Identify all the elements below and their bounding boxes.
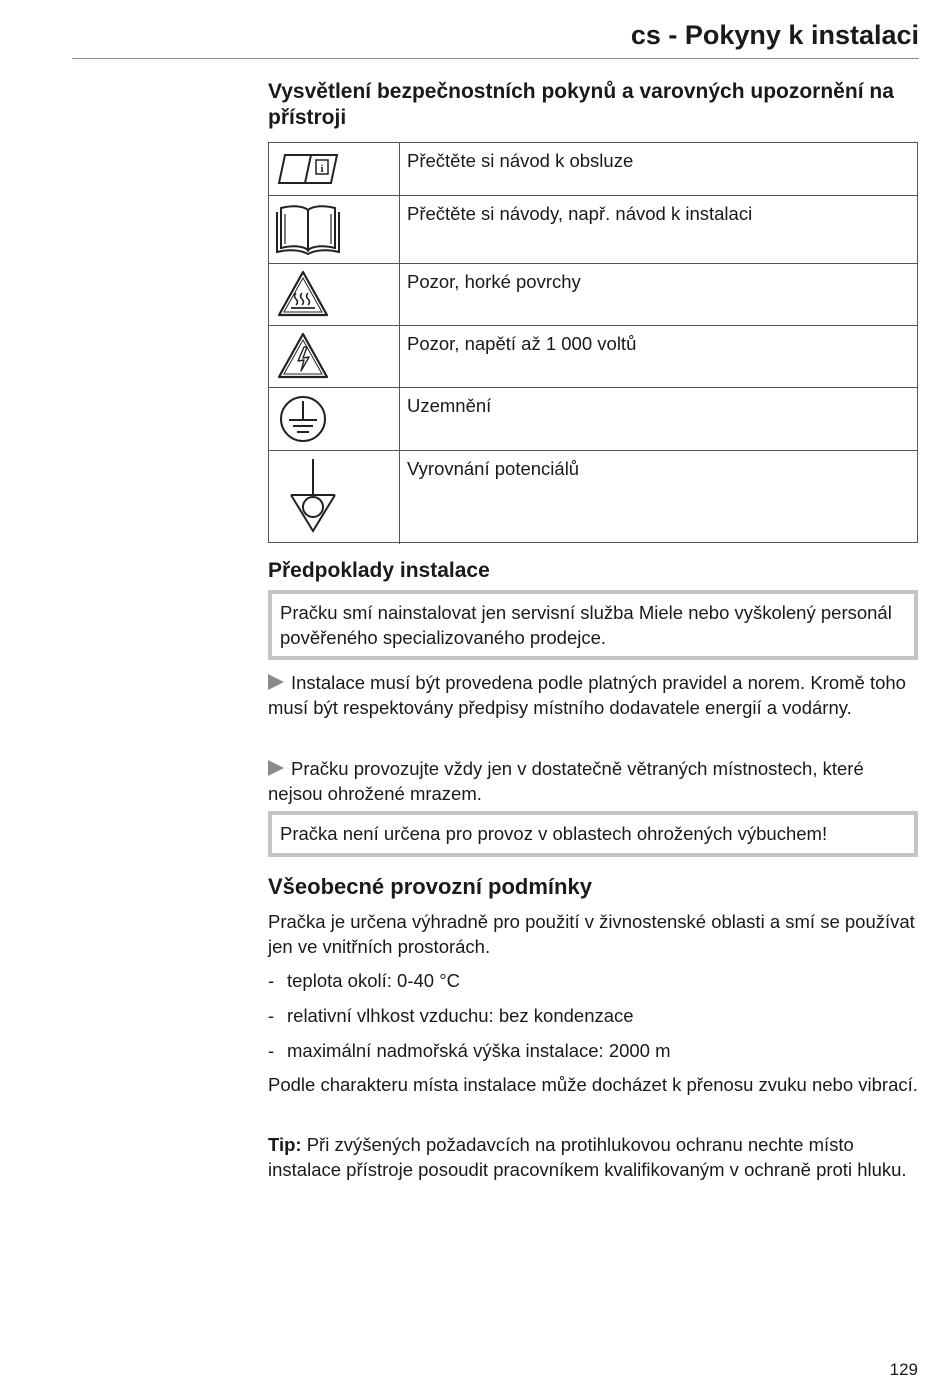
symbol-icon-cell <box>269 451 400 544</box>
symbol-row <box>269 196 917 264</box>
symbol-row <box>269 451 917 544</box>
prerequisites-title: Předpoklady instalace <box>268 559 490 582</box>
tip-label: Tip: <box>268 1134 302 1155</box>
symbol-text: Přečtěte si návod k obsluze <box>407 150 634 171</box>
tip-text: Při zvýšených požadavcích na protihlukovou ochranu nechte místo instalace přístroje posoudit pracovníkem kvalifikovaným v ochraně proti hluku. <box>268 1134 907 1180</box>
symbol-text: Pozor, horké povrchy <box>407 271 581 292</box>
page-header <box>72 14 919 59</box>
condition-text: relativní vlhkost vzduchu: bez kondenzace <box>287 1005 634 1026</box>
symbol-icon-cell <box>269 264 400 325</box>
instruction-text: Pračku provozujte vždy jen v dostatečně větraných místnostech, které nejsou ohrožené mrazem. <box>268 758 864 804</box>
list-dash: - <box>268 1040 275 1061</box>
symbol-text: Pozor, napětí až 1 000 voltů <box>407 333 637 354</box>
instruction-text: Instalace musí být provedena podle platných pravidel a norem. Kromě toho musí být respektovány předpisy místního dodavatele energií a vodárny. <box>268 672 906 718</box>
arrow-icon <box>268 674 284 690</box>
symbol-text: Vyrovnání potenciálů <box>407 458 580 479</box>
list-dash: - <box>268 1005 275 1026</box>
symbol-row <box>269 264 917 326</box>
symbol-row <box>269 326 917 388</box>
equipotential-icon <box>289 457 337 537</box>
open-book-icon <box>275 202 341 258</box>
general-conditions-title: Všeobecné provozní podmínky <box>268 874 592 899</box>
symbols-table <box>268 142 918 543</box>
warning-box-service: Pračku smí nainstalovat jen servisní služba Miele nebo vyškolený personál pověřeného specializovaného prodejce. <box>268 590 918 660</box>
arrow-icon <box>268 760 284 776</box>
symbol-icon-cell <box>269 388 400 450</box>
instruction-step-1 <box>268 670 920 720</box>
symbol-row <box>269 388 917 451</box>
page-header-title: cs - Pokyny k instalaci <box>630 20 919 50</box>
condition-text: teplota okolí: 0-40 °C <box>287 970 460 991</box>
hot-surface-warning-icon <box>276 269 330 319</box>
high-voltage-warning-icon <box>276 331 330 381</box>
noise-note: Podle charakteru místa instalace může docházet k přenosu zvuku nebo vibrací. <box>268 1074 918 1095</box>
condition-item <box>268 1038 671 1063</box>
tip-paragraph <box>268 1132 920 1182</box>
symbol-icon-cell <box>269 326 400 387</box>
symbol-icon-cell <box>269 143 400 195</box>
instruction-step-2 <box>268 756 920 806</box>
condition-item <box>268 1003 634 1028</box>
condition-item <box>268 968 460 993</box>
symbol-row <box>269 143 917 196</box>
condition-text: maximální nadmořská výška instalace: 2000 m <box>287 1040 671 1061</box>
symbol-icon-cell <box>269 196 400 263</box>
general-intro: Pračka je určena výhradně pro použití v živnostenské oblasti a smí se používat jen ve vnitřních prostorách. <box>268 911 915 957</box>
symbols-section-title: Vysvětlení bezpečnostních pokynů a varovných upozornění na přístroji <box>268 80 894 129</box>
symbol-text: Uzemnění <box>407 395 492 416</box>
page-number: 129 <box>889 1360 918 1379</box>
warning-box-explosion: Pračka není určena pro provoz v oblastech ohrožených výbuchem! <box>268 811 918 857</box>
svg-text:i: i <box>320 163 324 175</box>
symbol-text: Přečtěte si návody, např. návod k instalaci <box>407 203 753 224</box>
earth-ground-icon <box>277 393 329 445</box>
manual-info-icon <box>277 149 341 189</box>
list-dash: - <box>268 970 275 991</box>
